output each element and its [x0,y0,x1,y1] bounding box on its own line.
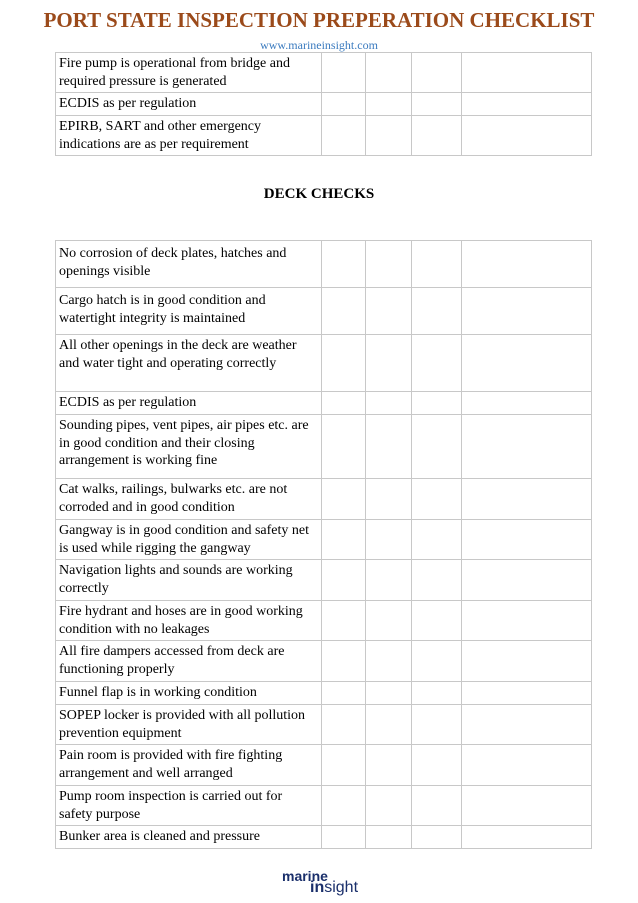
check-cell[interactable] [366,786,412,826]
remarks-cell[interactable] [462,116,592,156]
check-cell[interactable] [322,116,366,156]
item-text: Cat walks, railings, bulwarks etc. are not corroded and in good condition [56,479,322,520]
marine-insight-logo [282,868,362,900]
item-text: Navigation lights and sounds are working correctly [56,560,322,601]
check-cell[interactable] [322,241,366,288]
check-cell[interactable] [412,53,462,93]
check-cell[interactable] [322,745,366,786]
table-row [56,601,592,641]
table-row [56,826,592,849]
check-cell[interactable] [412,641,462,682]
check-cell[interactable] [366,335,412,392]
item-text: Funnel flap is in working condition [56,682,322,705]
check-cell[interactable] [366,392,412,415]
check-cell[interactable] [322,520,366,560]
table-row [56,93,592,116]
check-cell[interactable] [322,335,366,392]
remarks-cell[interactable] [462,53,592,93]
check-cell[interactable] [322,601,366,641]
item-text: Fire pump is operational from bridge and required pressure is generated [56,53,322,93]
remarks-cell[interactable] [462,826,592,849]
check-cell[interactable] [412,705,462,745]
check-cell[interactable] [366,560,412,601]
check-cell[interactable] [412,241,462,288]
item-text: ECDIS as per regulation [56,93,322,116]
item-text: SOPEP locker is provided with all pollution prevention equipment [56,705,322,745]
item-text: Cargo hatch is in good condition and watertight integrity is maintained [56,288,322,335]
logo-text-bold: in [310,879,325,896]
remarks-cell[interactable] [462,392,592,415]
check-cell[interactable] [322,288,366,335]
check-cell[interactable] [412,786,462,826]
item-text: Gangway is in good condition and safety net is used while rigging the gangway [56,520,322,560]
table-row [56,335,592,392]
table-row [56,392,592,415]
check-cell[interactable] [322,415,366,479]
check-cell[interactable] [412,601,462,641]
remarks-cell[interactable] [462,241,592,288]
remarks-cell[interactable] [462,415,592,479]
website-link[interactable]: www.marineinsight.com [260,38,378,52]
page-title: PORT STATE INSPECTION PREPERATION CHECKLIST [43,8,595,32]
check-cell[interactable] [366,415,412,479]
remarks-cell[interactable] [462,560,592,601]
check-cell[interactable] [412,415,462,479]
check-cell[interactable] [322,53,366,93]
check-cell[interactable] [366,93,412,116]
remarks-cell[interactable] [462,705,592,745]
item-text: Fire hydrant and hoses are in good working condition with no leakages [56,601,322,641]
check-cell[interactable] [366,479,412,520]
item-text: All fire dampers accessed from deck are functioning properly [56,641,322,682]
check-cell[interactable] [412,116,462,156]
table-row [56,786,592,826]
check-cell[interactable] [412,826,462,849]
check-cell[interactable] [366,116,412,156]
check-cell[interactable] [322,560,366,601]
table-row [56,415,592,479]
table-row [56,641,592,682]
item-text: No corrosion of deck plates, hatches and openings visible [56,241,322,288]
check-cell[interactable] [412,392,462,415]
check-cell[interactable] [366,241,412,288]
check-cell[interactable] [322,826,366,849]
remarks-cell[interactable] [462,786,592,826]
item-text: Sounding pipes, vent pipes, air pipes etc. are in good condition and their closing arrangement is working fine [56,415,322,479]
table-row [56,560,592,601]
table-row [56,53,592,93]
table-row [56,705,592,745]
table-row [56,682,592,705]
check-cell[interactable] [366,705,412,745]
item-text: Bunker area is cleaned and pressure [56,826,322,849]
remarks-cell[interactable] [462,93,592,116]
remarks-cell[interactable] [462,641,592,682]
item-text: Pain room is provided with fire fighting arrangement and well arranged [56,745,322,786]
check-cell[interactable] [366,682,412,705]
checklist-table-top [55,52,592,156]
check-cell[interactable] [322,682,366,705]
check-cell[interactable] [322,705,366,745]
table-row [56,288,592,335]
check-cell[interactable] [366,288,412,335]
check-cell[interactable] [412,479,462,520]
checklist-table-deck [55,240,592,849]
logo-text-line1: marine [282,868,328,884]
check-cell[interactable] [366,745,412,786]
check-cell[interactable] [412,520,462,560]
remarks-cell[interactable] [462,682,592,705]
check-cell[interactable] [412,682,462,705]
table-row [56,745,592,786]
table-row [56,520,592,560]
item-text: Pump room inspection is carried out for safety purpose [56,786,322,826]
item-text: ECDIS as per regulation [56,392,322,415]
remarks-cell[interactable] [462,520,592,560]
check-cell[interactable] [366,53,412,93]
check-cell[interactable] [322,392,366,415]
remarks-cell[interactable] [462,479,592,520]
check-cell[interactable] [366,601,412,641]
check-cell[interactable] [412,93,462,116]
item-text: EPIRB, SART and other emergency indications are as per requirement [56,116,322,156]
section-heading-deck-checks: DECK CHECKS [263,186,375,202]
check-cell[interactable] [366,520,412,560]
logo-text-rest: sight [324,879,359,896]
table-row [56,479,592,520]
remarks-cell[interactable] [462,288,592,335]
check-cell[interactable] [412,745,462,786]
table-row [56,116,592,156]
item-text: All other openings in the deck are weather and water tight and operating correctly [56,335,322,392]
remarks-cell[interactable] [462,745,592,786]
check-cell[interactable] [412,288,462,335]
remarks-cell[interactable] [462,335,592,392]
table-row [56,241,592,288]
logo-text-line2 [310,879,358,897]
check-cell[interactable] [412,560,462,601]
check-cell[interactable] [412,335,462,392]
check-cell[interactable] [366,826,412,849]
check-cell[interactable] [366,641,412,682]
check-cell[interactable] [322,786,366,826]
check-cell[interactable] [322,93,366,116]
check-cell[interactable] [322,479,366,520]
check-cell[interactable] [322,641,366,682]
remarks-cell[interactable] [462,601,592,641]
